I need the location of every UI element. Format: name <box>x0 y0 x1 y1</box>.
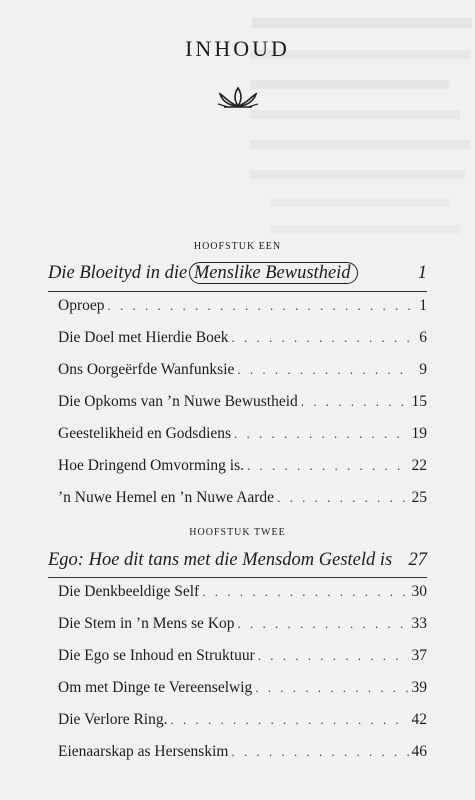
chapter-page-number: 1 <box>417 263 427 283</box>
toc-entry-page: 33 <box>411 615 427 632</box>
toc-entry-page: 6 <box>419 329 427 346</box>
dot-leader <box>234 426 408 442</box>
toc-entry[interactable] <box>58 425 427 457</box>
toc-entry-title: Die Doel met Hierdie Boek <box>58 329 229 346</box>
toc-entry-page: 1 <box>419 297 427 314</box>
toc-entry[interactable] <box>58 711 427 743</box>
toc-entry-page: 46 <box>411 743 427 760</box>
toc-entry-title: Oproep <box>58 297 105 314</box>
toc-entry-page: 25 <box>411 489 427 506</box>
toc-entry-title: ’n Nuwe Hemel en ’n Nuwe Aarde <box>58 489 275 506</box>
dot-leader <box>108 298 411 314</box>
toc-entry-page: 39 <box>411 679 427 696</box>
chapter-title <box>48 263 427 284</box>
chapter-title <box>48 550 427 571</box>
toc-entry-title: Geestelikheid en Godsdiens <box>58 425 232 442</box>
lotus-ornament-icon <box>214 86 262 110</box>
dot-leader <box>170 712 408 728</box>
dot-leader <box>258 648 409 664</box>
toc-list <box>58 583 427 775</box>
toc-entry-page: 37 <box>411 647 427 664</box>
toc-list <box>58 297 427 521</box>
toc-entry[interactable] <box>58 393 427 425</box>
circled-annotation: Menslike Bewustheid <box>189 262 358 284</box>
divider <box>48 577 427 578</box>
chapter-page-number: 27 <box>408 550 427 570</box>
chapter-title-text: Ego: Hoe dit tans met die Mensdom Gesteld is <box>48 550 393 570</box>
dot-leader <box>231 330 410 346</box>
toc-entry[interactable] <box>58 297 427 329</box>
toc-entry-title: Die Verlore Ring. <box>58 711 168 728</box>
toc-entry-page: 30 <box>411 583 427 600</box>
toc-entry[interactable] <box>58 489 427 521</box>
toc-entry-title: Hoe Dringend Omvorming is. <box>58 457 244 474</box>
toc-entry-page: 22 <box>411 457 427 474</box>
toc-entry[interactable] <box>58 361 427 393</box>
dot-leader <box>238 616 409 632</box>
toc-entry-page: 15 <box>411 393 427 410</box>
toc-entry[interactable] <box>58 679 427 711</box>
toc-entry-title: Die Denkbeeldige Self <box>58 583 200 600</box>
dot-leader <box>202 584 408 600</box>
toc-entry[interactable] <box>58 329 427 361</box>
toc-entry-page: 9 <box>419 361 427 378</box>
dot-leader <box>247 458 409 474</box>
toc-entry-page: 42 <box>411 711 427 728</box>
toc-entry-title: Die Opkoms van ’n Nuwe Bewustheid <box>58 393 298 410</box>
dot-leader <box>231 744 408 760</box>
dot-leader <box>255 680 408 696</box>
toc-entry-title: Die Ego se Inhoud en Struktuur <box>58 647 255 664</box>
toc-entry[interactable] <box>58 615 427 647</box>
toc-entry-title: Die Stem in ’n Mens se Kop <box>58 615 235 632</box>
dot-leader <box>301 394 409 410</box>
toc-entry[interactable] <box>58 743 427 775</box>
toc-entry[interactable] <box>58 647 427 679</box>
chapter-title-text: Die Bloeityd in die Menslike Bewustheid <box>48 263 358 284</box>
dot-leader <box>277 490 408 506</box>
page-title: INHOUD <box>185 36 290 61</box>
chapter-label: HOOFSTUK EEN <box>193 241 282 252</box>
toc-entry-title: Eienaarskap as Hersenskim <box>58 743 229 760</box>
toc-entry-title: Ons Oorgeërfde Wanfunksie <box>58 361 235 378</box>
chapter-label: HOOFSTUK TWEE <box>189 527 286 538</box>
toc-entry[interactable] <box>58 457 427 489</box>
dot-leader <box>237 362 410 378</box>
toc-entry[interactable] <box>58 583 427 615</box>
divider <box>48 291 427 292</box>
toc-entry-page: 19 <box>411 425 427 442</box>
toc-entry-title: Om met Dinge te Vereenselwig <box>58 679 253 696</box>
